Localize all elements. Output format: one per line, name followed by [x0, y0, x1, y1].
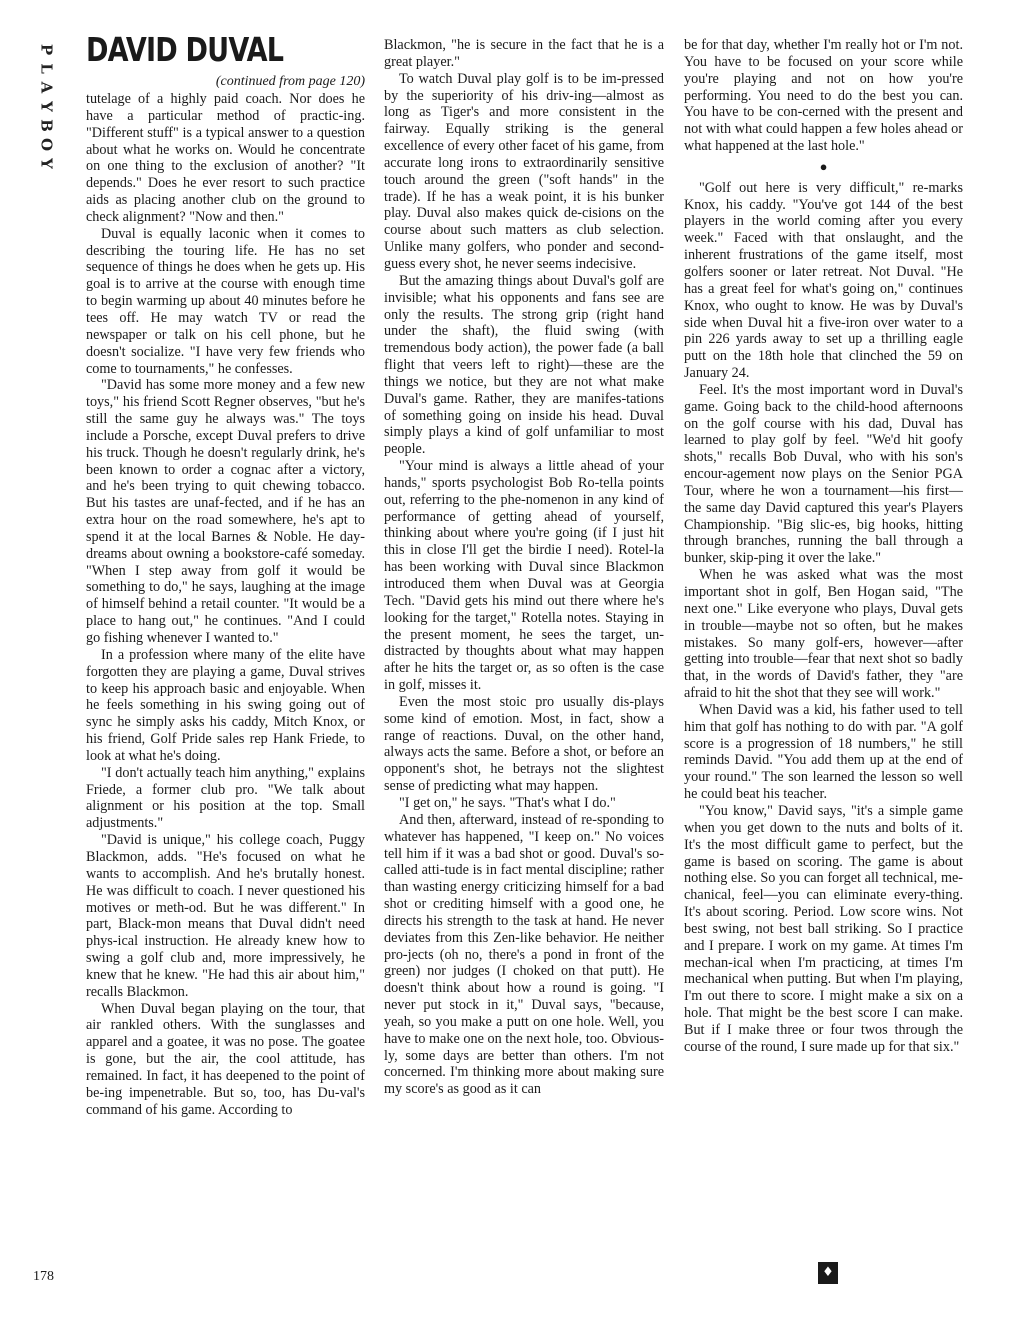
paragraph: To watch Duval play golf is to be im-pressed by the superiority of his driv-ing—almost as long as Tiger's and more consistent in the fairway. Equally striking is the general excellence of every other facet of his game, from accurate long irons to extraordinarily sensitive touch around the green ("soft hands" in the trade). If he has a weak point, it is his bunker play. Duval also makes quick de-cisions on the course about such matters as club selection. Unlike many golfers, who ponder and second-guess every shot, he never seems indecisive. [384, 70, 664, 272]
paragraph: "I get on," he says. "That's what I do." [399, 794, 616, 811]
article-headline: DAVID DUVAL [86, 30, 284, 69]
text-column-3 [684, 37, 963, 1056]
side-label-letter: Y [37, 101, 56, 112]
side-label-letter: Y [37, 158, 56, 169]
paragraph: But the amazing things about Duval's golf are invisible; what his opponents and fans see are only the results. The strong grip (right hand under the shaft), the fluid swing (with tremendous body action), the power fade (a ball flight that veers left to right)—these are the things we notice, but they are not what make Duval's game. Rather, they are manifes-tations of something going on inside his head. Duval simply plays a kind of golf unfamiliar to most people. [384, 272, 664, 458]
side-label-letter: A [37, 81, 56, 94]
paragraph: "Golf out here is very difficult," re-marks Knox, his caddy. "You've got 144 of the best players in the world coming after you every week." Faced with that onslaught, and the inherent frustrations of the game itself, most golfers sooner or later retreat. Not Duval. "He has a great feel for what's going on," continues Knox, who ought to know. He was by Duval's side when Duval hit a five-iron over water to a pin 226 yards away to set up a thrilling eagle putt on the 18th hole that clinched the 59 on January 24. [684, 179, 963, 382]
paragraph: Even the most stoic pro usually dis-plays some kind of emotion. Most, in fact, show a range of reactions. Duval, on the other hand, always acts the same. Before a shot, or before an opponent's shot, he betrays not the slightest sense of predicting what may happen. [384, 693, 664, 795]
paragraph: "Your mind is always a little ahead of your hands," sports psychologist Bob Ro-tella points out, referring to the phe-nomenon in any kind of performance of getting ahead of yourself, thinking about where you're going (if I just hit this in close I'll get the birdie I need). Rotel-la has been working with Duval since Blackmon introduced them when Duval was at Georgia Tech. "David gets his mind out there where he's looking for the target," Rotella notes. Staying in the present moment, he sees the target, un-distracted by thoughts about what may happen after he hits the target or, as so often is the case in golf, misses it. [384, 458, 664, 694]
paragraph: Duval is equally laconic when it comes to describing the touring life. He has no set sequence of things he does when he gets up. His goal is to arrive at the course with enough time to begin warming up about 40 minutes before he tees off. He may watch TV or read the newspaper or talk on his cell phone, but he doesn't socialize. "I have very few friends who come to tournaments," he confesses. [86, 225, 365, 377]
side-label-letter: B [37, 119, 56, 132]
paragraph: "David is unique," his college coach, Puggy Blackmon, adds. "He's focused on what he wants to accomplish. And he's brutally honest. He was difficult to coach. I never questioned his motives or meth-od. But he was different." In part, Black-mon means that Duval didn't need phys-ical instruction. He already knew how to swing a golf club and, more impressively, he knew that he knew. "He had this air about him," recalls Blackmon. [86, 832, 365, 1000]
text-column-2 [384, 37, 664, 1098]
paragraph: "You know," David says, "it's a simple game when you get down to the nuts and bolts of it. It's the most difficult game to perfect, but the game is based on scoring. The game is about nothing else. So you can forget all technical, me-chanical, feel—you can eliminate every-thing. It's about scoring. Period. Low score wins. Not best swing, not best ball striking. So I practice and I prepare. I work on my game. At times I'm mechan-ical when I'm practicing, at times I'm mechanical when putting. But when I'm playing, I'm out there to score. I might make a six on a hole. That might be the best score I can make. But if I make three or four twos through the course of the round, I sure made up for that six." [684, 802, 963, 1055]
paragraph: And then, afterward, instead of re-sponding to whatever has happened, "I keep on." No voices tell him if it was a bad shot or good. Duval's so-called atti-tude is in fact mental discipline; rather than wasting energy criticizing himself for a bad shot or crediting himself with a good one, he directs his strength to the task at hand. He never deviates from this Zen-like behavior. He neither pro-jects (oh no, there's a pond in front of the green) nor judges (I choked on that putt). He doesn't think about how a round is going. "I never put stock in it," Duval says, "because, yeah, so you make a putt on one hole. Well, you have to make one on the next hole, too. Obvious-ly, some days are better than others. I'm not concerned. I'm thinking more about making sure my score's as good as it can [384, 811, 664, 1098]
end-mark-bunny-icon: ♦ [818, 1262, 838, 1284]
paragraph: be for that day, whether I'm really hot or I'm not. You have to be focused on your score while you're playing and not on how you're performing. You need to do the best you can. You have to be con-cerned with the present and not with what could happen a few holes ahead or what happened at the last hole." [684, 37, 963, 155]
paragraph: In a profession where many of the elite have forgotten they are playing a game, Duval strives to keep his approach basic and enjoyable. When he feels something in his swing going out of sync he simply asks his caddy, Mitch Knox, or his friend, Golf Pride sales rep Hank Friede, to look at what he's doing. [86, 646, 365, 764]
paragraph: When Duval began playing on the tour, that air rankled others. With the sunglasses and apparel and a goatee, it was no pose. The goatee is gone, but the air, the cool attitude, has remained. In fact, it has deepened to the point of be-ing impenetrable. But so, too, has Du-val's command of his game. According to [86, 1000, 365, 1118]
page-number: 178 [33, 1269, 54, 1284]
section-break-bullet: ● [819, 158, 828, 174]
paragraph: "I don't actually teach him anything," explains Friede, a former club pro. "We talk about alignment or his position at the top. Small adjustments." [86, 764, 365, 832]
paragraph: Feel. It's the most important word in Duval's game. Going back to the child-hood afternoons on the golf course with his dad, Duval has learned to play golf by feel. "We'd hit goofy shots," recalls Bob Duval, who with his son's encour-agement now plays on the Senior PGA Tour, where he won a tournament—his first—the same day David captured this year's Players Championship. "Big slic-es, big hooks, hitting through branches, running the ball through a bunker, skip-ping it over the lake." [684, 381, 963, 567]
paragraph: When David was a kid, his father used to tell him that golf has nothing to do with par. "A golf score is a progression of 18 numbers," he still reminds David. "You add them up at the end of your round." The son learned the lesson so well he could beat his teacher. [684, 701, 963, 803]
paragraph: "David has some more money and a few new toys," his friend Scott Regner observes, "but he's still the same guy he always was." The toys include a Porsche, except Duval prefers to drive his truck. Though he doesn't regularly drink, he's been known to order a cognac after a victory, and he's been trying to quit chewing tobacco. But his tastes are unaf-fected, and if he has an extra hour on the road somewhere, he's apt to spend it at the local Barnes & Noble. He day-dreams about owning a bookstore-café someday. "When I step away from golf it would be something to do," he says, laughing at the image of himself behind a retail counter. "It would be a place to hang out," he continues. "And I could go fishing whenever I wanted to." [86, 377, 365, 646]
paragraph: When he was asked what was the most important shot in golf, Ben Hogan said, "The next one." Like everyone who plays, Duval gets in trouble—maybe not so often, but he makes mistakes. So many golf-ers, however—after getting into trouble—fear that next shot so badly that, in the words of David's father, they "are afraid to hit the shot that they see will work." [684, 567, 963, 702]
side-label-letter: P [37, 43, 56, 56]
magazine-side-label [36, 40, 56, 173]
continued-note: (continued from page 120) [215, 74, 365, 89]
side-label-letter: O [37, 137, 56, 152]
side-label-letter: L [37, 63, 56, 74]
text-column-1 [86, 91, 365, 1118]
paragraph: Blackmon, "he is secure in the fact that he is a great player." [384, 37, 664, 70]
paragraph: tutelage of a highly paid coach. Nor does he have a particular method of practic-ing. "Different stuff" is a typical answer to a question about what he works on. Would he concentrate on one thing to the exclusion of another? "It depends." Does he ever resort to such practice aids as placing another club on the ground to check alignment? "Now and then." [86, 91, 365, 225]
